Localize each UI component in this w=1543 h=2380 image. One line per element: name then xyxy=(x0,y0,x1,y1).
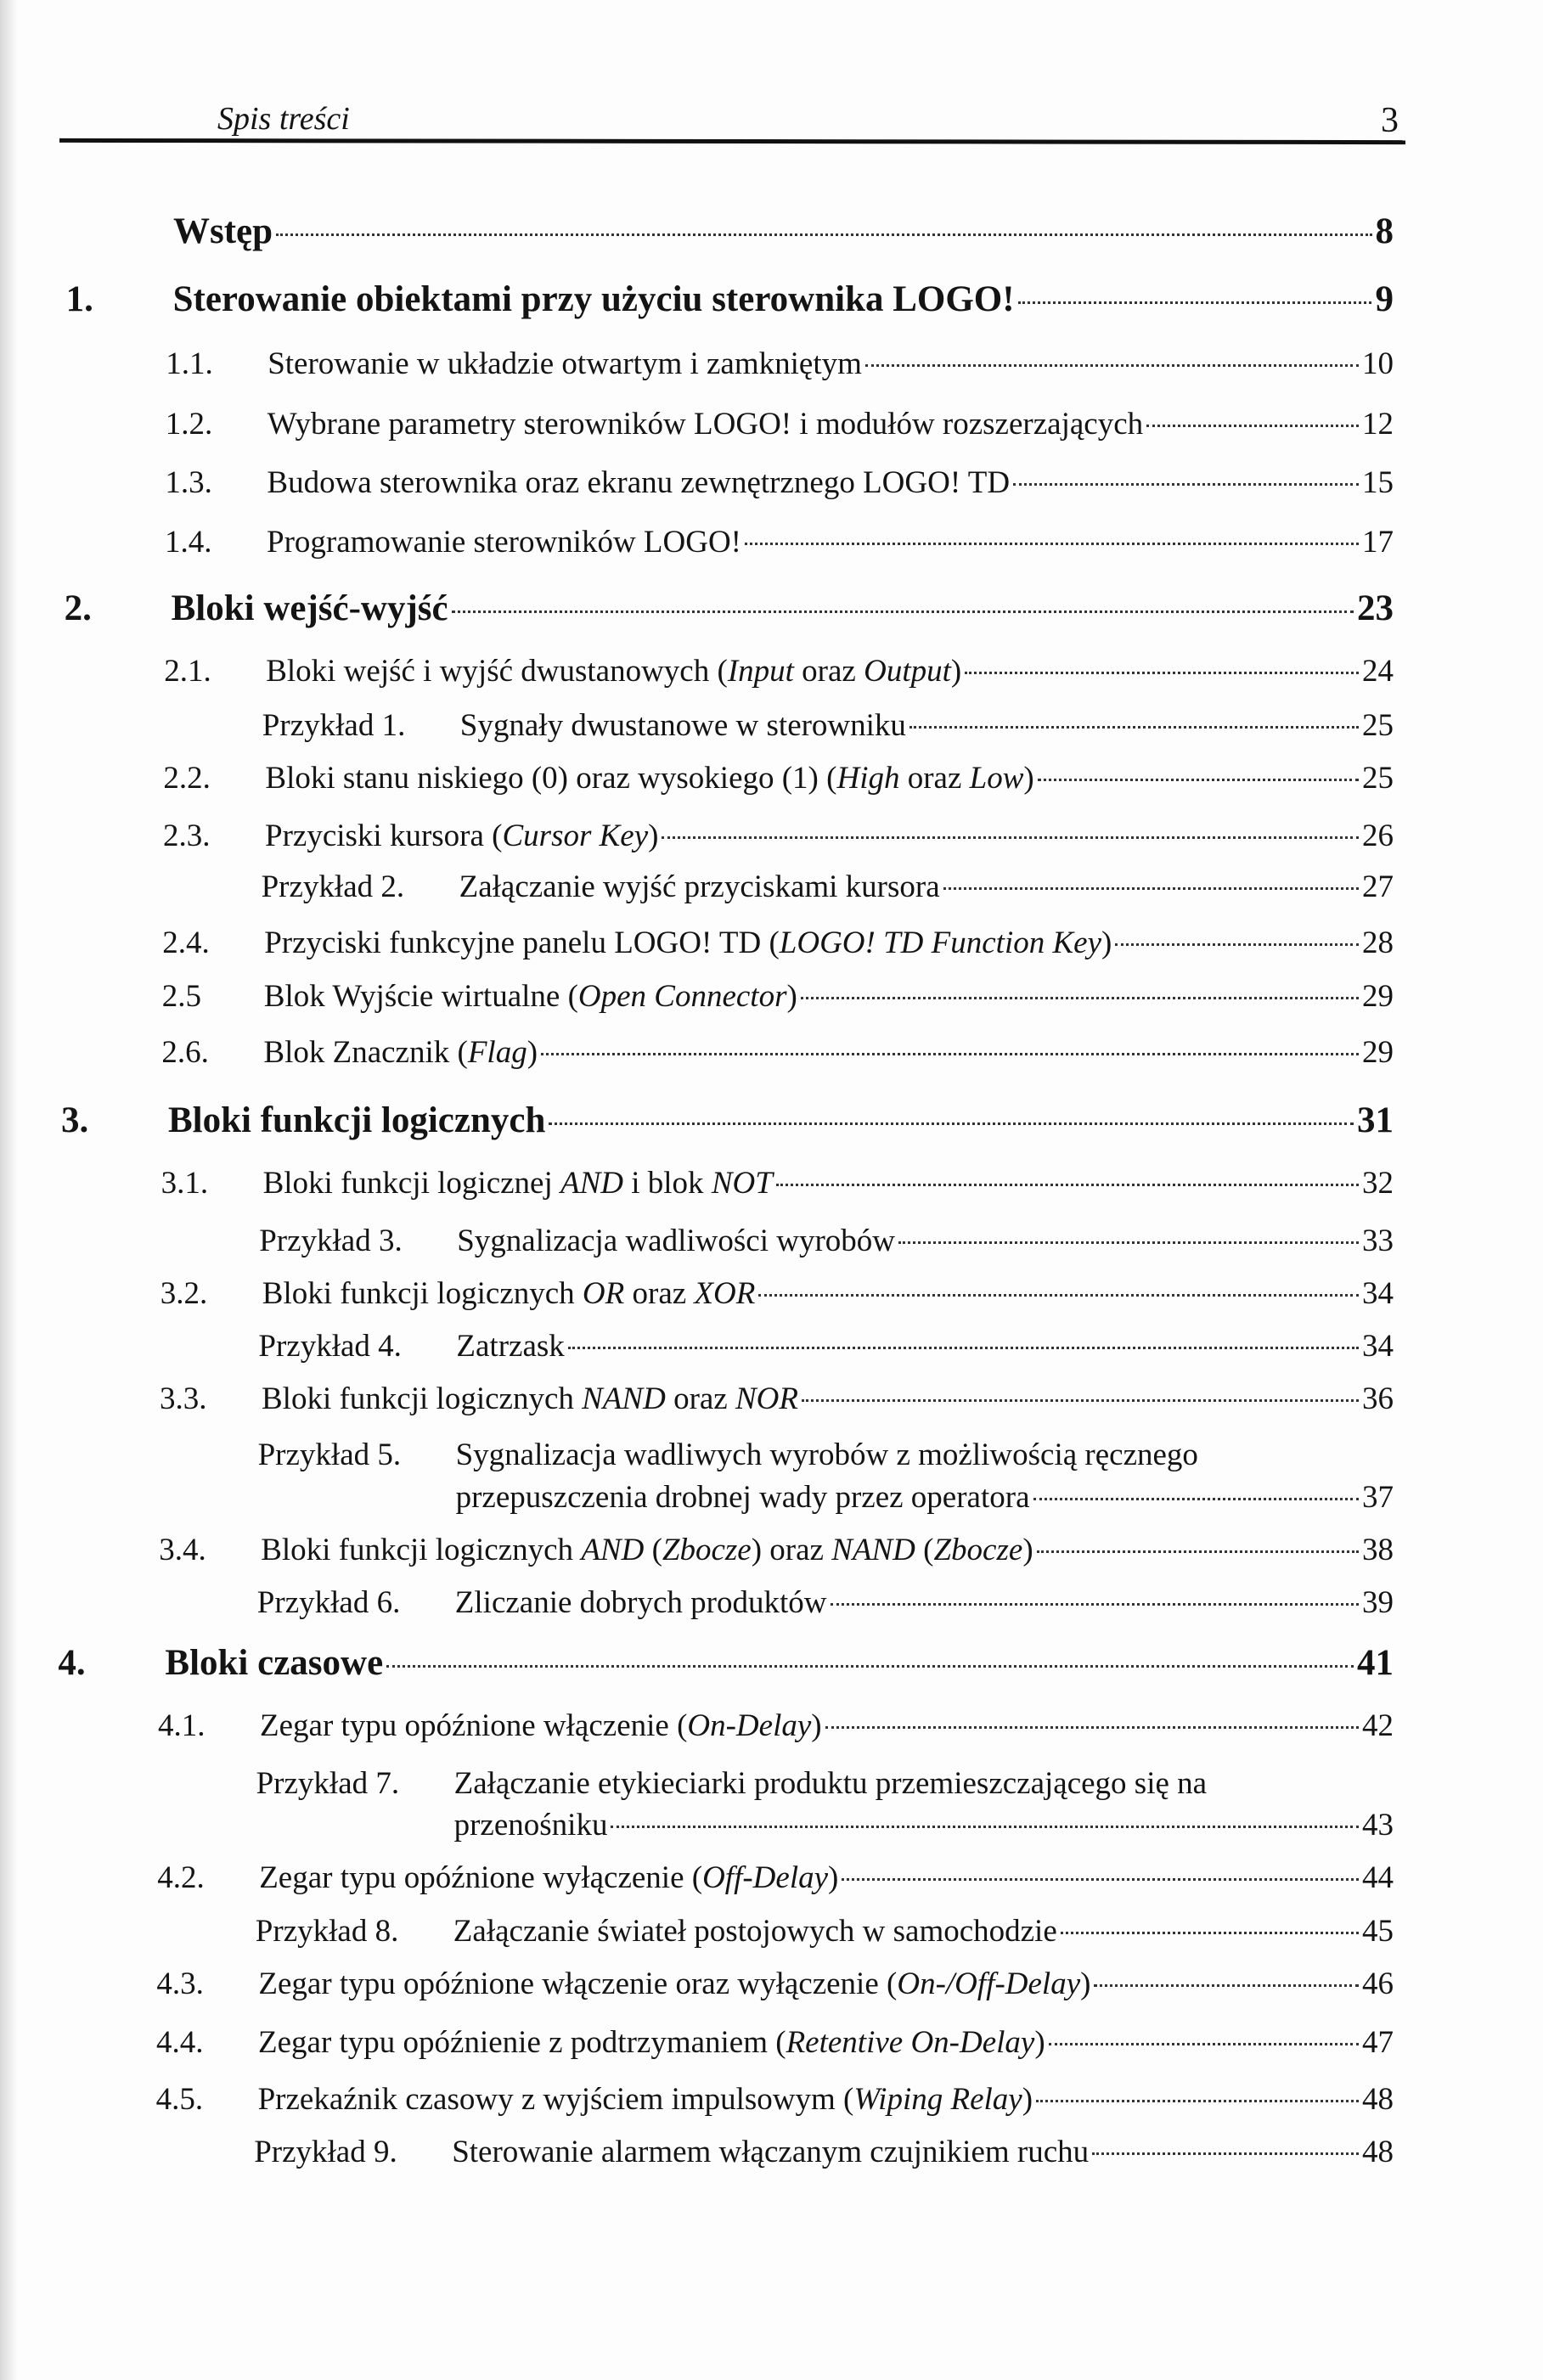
toc-section-entry[interactable] xyxy=(163,758,1394,799)
title-segment: Zegar typu opóźnione wyłączenie ( xyxy=(259,1860,703,1895)
entry-number: 1.2. xyxy=(165,407,213,442)
title-segment: Wstęp xyxy=(173,211,273,251)
title-segment: Bloki czasowe xyxy=(165,1643,384,1683)
entry-page-number: 44 xyxy=(1361,1860,1394,1895)
toc-section-entry[interactable] xyxy=(160,1274,1394,1314)
toc-chapter-entry[interactable] xyxy=(61,1100,1394,1141)
title-segment: ) xyxy=(811,1708,822,1743)
entry-number: Przykład 6. xyxy=(256,1585,401,1620)
title-segment: Low xyxy=(969,761,1024,796)
entry-page-number: 10 xyxy=(1361,346,1394,381)
toc-section-entry[interactable] xyxy=(160,1379,1394,1420)
title-segment: Zatrzask xyxy=(456,1329,565,1364)
title-segment: Zbocze xyxy=(933,1533,1023,1567)
title-segment: LOGO! TD Function Key xyxy=(779,926,1101,960)
title-segment: NOR xyxy=(735,1381,798,1416)
dot-leader xyxy=(541,1053,1359,1055)
dot-leader xyxy=(758,1294,1359,1297)
entry-number: 4.2. xyxy=(157,1860,205,1895)
toc-section-entry[interactable] xyxy=(158,1706,1394,1747)
title-segment: Zliczanie dobrych produktów xyxy=(454,1585,827,1620)
title-segment: Sterowanie w układzie otwartym i zamkniętym xyxy=(267,346,862,381)
dot-leader xyxy=(965,672,1359,674)
toc-section-entry[interactable] xyxy=(157,1858,1394,1899)
dot-leader xyxy=(842,1878,1359,1881)
toc-example-entry[interactable] xyxy=(259,1221,1394,1262)
entry-title xyxy=(262,1274,756,1314)
header-rule xyxy=(59,138,1405,144)
entry-title xyxy=(263,1032,538,1073)
entry-title xyxy=(267,522,741,563)
entry-number: 2.3. xyxy=(163,819,211,853)
entry-number: 2.5 xyxy=(161,979,202,1014)
toc-example-entry[interactable] xyxy=(256,1911,1394,1952)
dot-leader xyxy=(865,364,1359,367)
title-segment: NOT xyxy=(711,1166,773,1201)
title-segment: oraz xyxy=(899,761,970,796)
toc-example-entry[interactable] xyxy=(254,2132,1394,2173)
toc-section-entry[interactable] xyxy=(166,404,1394,445)
title-segment: ) xyxy=(1101,926,1112,960)
toc-chapter-entry[interactable] xyxy=(58,1643,1394,1684)
entry-number: 4.3. xyxy=(156,1966,204,2001)
entry-page-number: 34 xyxy=(1361,1276,1394,1311)
entry-number: 2.2. xyxy=(163,761,211,796)
entry-number: 4.1. xyxy=(158,1708,206,1743)
dot-leader xyxy=(1013,483,1359,486)
entry-number: 1. xyxy=(65,279,93,319)
title-segment: Sygnalizacja wadliwych wyrobów z możliwością ręcznego xyxy=(455,1438,1198,1472)
entry-number: 4. xyxy=(58,1643,86,1683)
entry-title xyxy=(267,463,1010,504)
title-segment: Bloki wejść i wyjść dwustanowych ( xyxy=(266,654,728,689)
title-segment: Input xyxy=(727,654,794,689)
entry-page-number: 31 xyxy=(1357,1100,1394,1140)
title-segment: ) xyxy=(1023,761,1034,796)
entry-number: Przykład 9. xyxy=(254,2135,397,2169)
entry-title xyxy=(258,2079,1033,2120)
entry-title xyxy=(264,923,1112,964)
title-segment: Przyciski funkcyjne panelu LOGO! TD ( xyxy=(264,926,780,960)
toc-section-entry[interactable] xyxy=(165,463,1394,504)
entry-number: 1.1. xyxy=(166,346,213,381)
entry-title xyxy=(173,211,273,252)
entry-title xyxy=(457,1221,895,1262)
entry-title xyxy=(165,1643,383,1684)
dot-leader xyxy=(745,543,1359,545)
title-segment: AND xyxy=(581,1533,645,1567)
entry-page-number: 24 xyxy=(1361,654,1394,689)
title-segment: ) xyxy=(828,1860,839,1895)
title-segment: Zegar typu opóźnione włączenie ( xyxy=(260,1708,688,1743)
entry-title xyxy=(260,1706,822,1747)
entry-page-number: 41 xyxy=(1356,1643,1394,1683)
toc-chapter-entry[interactable] xyxy=(65,588,1394,629)
entry-page-number: 17 xyxy=(1362,525,1394,560)
entry-number: Przykład 5. xyxy=(257,1438,402,1472)
dot-leader xyxy=(1038,779,1359,781)
title-segment: ) xyxy=(786,979,797,1014)
dot-leader xyxy=(801,997,1359,999)
entry-page-number: 48 xyxy=(1361,2082,1394,2117)
title-segment: Off-Delay xyxy=(702,1860,829,1895)
title-segment: Sterowanie obiektami przy użyciu sterownika LOGO! xyxy=(172,279,1015,319)
entry-page-number: 12 xyxy=(1361,407,1394,442)
dot-leader xyxy=(549,1122,1354,1125)
entry-title xyxy=(264,976,797,1017)
title-segment: Bloki funkcji logicznych xyxy=(262,1276,583,1311)
title-segment: Bloki funkcji logicznych xyxy=(261,1533,582,1567)
entry-page-number: 34 xyxy=(1361,1329,1394,1364)
entry-number: 2.6. xyxy=(161,1035,209,1070)
title-segment: AND xyxy=(560,1166,623,1201)
title-segment: NAND xyxy=(582,1381,666,1416)
entry-title xyxy=(261,1530,1033,1571)
entry-page-number: 23 xyxy=(1356,588,1394,628)
entry-title xyxy=(456,1435,1198,1476)
dot-leader xyxy=(452,610,1354,613)
title-segment: Budowa sterownika oraz ekranu zewnętrznego LOGO! TD xyxy=(267,465,1011,500)
dot-leader xyxy=(1061,1932,1359,1934)
toc-example-entry[interactable] xyxy=(456,1477,1394,1518)
toc-section-entry[interactable] xyxy=(156,2023,1394,2063)
entry-number: Przykład 2. xyxy=(261,869,405,904)
entry-number: 3.3. xyxy=(160,1381,207,1416)
title-segment: Flag xyxy=(467,1035,527,1070)
entry-number: 1.4. xyxy=(165,525,212,560)
title-segment: Zbocze xyxy=(662,1533,752,1567)
entry-title xyxy=(262,1379,798,1420)
title-segment: Sygnały dwustanowe w sterowniku xyxy=(459,708,906,743)
dot-leader xyxy=(1049,2043,1359,2045)
title-segment: ) xyxy=(1034,2025,1045,2060)
entry-page-number: 29 xyxy=(1361,979,1394,1014)
title-segment: Bloki funkcji logicznych xyxy=(262,1381,583,1416)
entry-page-number: 9 xyxy=(1375,279,1394,319)
title-segment: i blok xyxy=(623,1166,712,1201)
title-segment: oraz xyxy=(624,1276,695,1311)
title-segment: ( xyxy=(915,1533,934,1567)
entry-title xyxy=(454,1805,608,1846)
entry-title xyxy=(267,344,862,385)
title-segment: ) xyxy=(648,819,659,853)
entry-page-number: 28 xyxy=(1361,926,1394,960)
entry-number: 3.4. xyxy=(159,1533,206,1567)
entry-number: Przykład 3. xyxy=(259,1224,403,1258)
entry-number: Przykład 8. xyxy=(255,1914,399,1949)
title-segment: ) xyxy=(1080,1966,1091,2001)
entry-page-number: 26 xyxy=(1362,819,1394,853)
entry-number: 4.5. xyxy=(155,2082,204,2117)
toc-section-entry[interactable] xyxy=(156,1964,1394,2005)
title-segment: ( xyxy=(644,1533,662,1567)
entry-number: 2.1. xyxy=(164,654,211,689)
entry-title xyxy=(267,404,1143,445)
title-segment: Output xyxy=(864,654,951,689)
dot-leader xyxy=(276,233,1371,236)
entry-title xyxy=(263,1163,773,1204)
entry-page-number: 46 xyxy=(1361,1966,1394,2001)
title-segment: Wybrane parametry sterowników LOGO! i modułów rozszerzających xyxy=(267,407,1144,442)
title-segment: ) xyxy=(1022,1533,1033,1567)
entry-page-number: 32 xyxy=(1361,1166,1394,1201)
entry-number: 2. xyxy=(64,588,92,628)
entry-page-number: 25 xyxy=(1361,761,1394,796)
page-number: 3 xyxy=(1381,101,1399,140)
entry-title xyxy=(455,1583,827,1623)
title-segment: przepuszczenia drobnej wady przez operatora xyxy=(455,1480,1030,1515)
dot-leader xyxy=(898,1241,1359,1244)
toc-section-entry[interactable] xyxy=(156,2079,1394,2120)
entry-page-number: 29 xyxy=(1361,1035,1394,1070)
entry-page-number: 27 xyxy=(1361,869,1394,904)
toc-example-entry[interactable] xyxy=(454,1805,1394,1846)
entry-title xyxy=(266,651,961,692)
title-segment: ) xyxy=(1022,2082,1033,2117)
title-segment: OR xyxy=(582,1276,625,1311)
entry-page-number: 42 xyxy=(1362,1708,1394,1743)
title-segment: Programowanie sterowników LOGO! xyxy=(267,525,741,560)
title-segment: On-/Off-Delay xyxy=(897,1966,1081,2001)
dot-leader xyxy=(825,1726,1359,1729)
toc-example-entry[interactable] xyxy=(262,706,1394,746)
entry-title xyxy=(459,867,940,908)
title-segment: Sygnalizacja wadliwości wyrobów xyxy=(457,1224,896,1258)
toc-example-entry[interactable] xyxy=(256,1764,1394,1804)
toc-example-entry[interactable] xyxy=(262,867,1394,908)
title-segment: Retentive On-Delay xyxy=(786,2025,1035,2060)
entry-title xyxy=(259,1858,838,1899)
dot-leader xyxy=(943,887,1359,890)
title-segment: Załączanie etykieciarki produktu przemieszczającego się na xyxy=(453,1766,1208,1801)
entry-title xyxy=(168,1100,545,1141)
title-segment: Bloki wejść-wyjść xyxy=(171,588,448,628)
entry-page-number: 8 xyxy=(1375,211,1394,251)
toc-section-entry[interactable] xyxy=(166,344,1394,385)
entry-title xyxy=(452,2132,1089,2173)
title-segment: Sterowanie alarmem włączanym czujnikiem ruchu xyxy=(452,2135,1090,2169)
toc-section-entry[interactable] xyxy=(159,1530,1394,1571)
entry-page-number: 37 xyxy=(1361,1480,1394,1515)
entry-title xyxy=(173,279,1015,320)
entry-number: 4.4. xyxy=(156,2025,204,2060)
title-segment: ) xyxy=(950,654,962,689)
dot-leader xyxy=(1037,1550,1359,1553)
toc-section-entry[interactable] xyxy=(165,522,1394,563)
dot-leader xyxy=(909,726,1359,729)
title-segment: oraz xyxy=(665,1381,735,1416)
entry-page-number: 47 xyxy=(1362,2025,1394,2060)
dot-leader xyxy=(802,1399,1359,1402)
entry-title xyxy=(258,2023,1045,2063)
entry-page-number: 15 xyxy=(1361,465,1394,500)
title-segment: ) oraz xyxy=(751,1533,832,1567)
entry-page-number: 38 xyxy=(1361,1533,1394,1567)
title-segment: Przekaźnik czasowy z wyjściem impulsowym ( xyxy=(257,2082,854,2117)
dot-leader xyxy=(1092,2152,1359,2155)
entry-title xyxy=(172,588,448,629)
entry-page-number: 48 xyxy=(1361,2135,1394,2169)
title-segment: Open Connector xyxy=(577,979,787,1014)
dot-leader xyxy=(1033,1498,1359,1500)
entry-page-number: 33 xyxy=(1361,1224,1394,1258)
entry-number: 3. xyxy=(61,1100,89,1140)
page-edge-shadow xyxy=(0,0,19,2380)
dot-leader xyxy=(568,1347,1359,1349)
entry-number: Przykład 4. xyxy=(258,1329,402,1364)
dot-leader xyxy=(662,836,1359,839)
dot-leader xyxy=(1094,1984,1359,1987)
title-segment: Blok Znacznik ( xyxy=(263,1035,468,1070)
running-header-title: Spis treści xyxy=(217,101,350,137)
title-segment: Bloki funkcji logicznych xyxy=(168,1100,546,1140)
title-segment: Wiping Relay xyxy=(853,2082,1022,2117)
dot-leader xyxy=(831,1603,1359,1606)
dot-leader xyxy=(1146,425,1359,427)
entry-title xyxy=(456,1326,564,1367)
toc-section-entry[interactable] xyxy=(163,816,1394,857)
dot-leader xyxy=(1018,301,1372,304)
dot-leader xyxy=(1115,943,1359,946)
title-segment: oraz xyxy=(793,654,864,689)
toc-section-entry[interactable] xyxy=(162,976,1394,1017)
entry-page-number: 36 xyxy=(1362,1381,1394,1416)
toc-example-entry[interactable] xyxy=(258,1326,1394,1367)
entry-title xyxy=(258,1964,1090,2005)
entry-number: 3.2. xyxy=(160,1276,208,1311)
toc-section-entry[interactable] xyxy=(164,651,1394,692)
entry-page-number: 45 xyxy=(1361,1914,1394,1949)
title-segment: Cursor Key xyxy=(502,819,649,853)
entry-title xyxy=(456,1477,1030,1518)
entry-title xyxy=(454,1764,1207,1804)
dot-leader xyxy=(386,1665,1354,1668)
dot-leader xyxy=(611,1826,1359,1828)
title-segment: Załączanie wyjść przyciskami kursora xyxy=(459,869,940,904)
title-segment: Bloki funkcji logicznej xyxy=(262,1166,560,1201)
entry-number: 2.4. xyxy=(162,926,210,960)
entry-page-number: 25 xyxy=(1361,708,1394,743)
toc-chapter-entry[interactable] xyxy=(66,279,1394,320)
title-segment: On-Delay xyxy=(687,1708,812,1743)
title-segment: High xyxy=(836,761,900,796)
entry-number: 1.3. xyxy=(165,465,212,500)
title-segment: Blok Wyjście wirtualne ( xyxy=(263,979,578,1014)
title-segment: Bloki stanu niskiego (0) oraz wysokiego (1) ( xyxy=(265,761,837,796)
title-segment: Zegar typu opóźnienie z podtrzymaniem ( xyxy=(258,2025,786,2060)
toc-section-entry[interactable] xyxy=(161,1163,1394,1204)
entry-title xyxy=(460,706,906,746)
entry-number: Przykład 1. xyxy=(262,708,406,743)
title-segment: XOR xyxy=(694,1276,756,1311)
toc-example-entry[interactable] xyxy=(257,1583,1394,1623)
entry-page-number: 39 xyxy=(1361,1585,1394,1620)
toc-example-entry[interactable] xyxy=(258,1435,1394,1476)
entry-title xyxy=(265,758,1033,799)
dot-leader xyxy=(776,1184,1359,1186)
entry-number: 3.1. xyxy=(160,1166,209,1201)
entry-title xyxy=(453,1911,1057,1952)
title-segment: Zegar typu opóźnione włączenie oraz wyłączenie ( xyxy=(258,1966,898,2001)
toc-chapter-entry[interactable] xyxy=(173,211,1394,252)
toc-section-entry[interactable] xyxy=(161,1032,1394,1073)
title-segment: Przyciski kursora ( xyxy=(265,819,503,853)
title-segment: ) xyxy=(527,1035,538,1070)
title-segment: przenośniku xyxy=(453,1808,608,1843)
entry-page-number: 43 xyxy=(1361,1808,1394,1843)
entry-number: Przykład 7. xyxy=(256,1766,400,1801)
title-segment: NAND xyxy=(831,1533,915,1567)
dot-leader xyxy=(1036,2100,1359,2102)
toc-section-entry[interactable] xyxy=(162,923,1394,964)
title-segment: Załączanie świateł postojowych w samochodzie xyxy=(453,1914,1057,1949)
entry-title xyxy=(265,816,658,857)
